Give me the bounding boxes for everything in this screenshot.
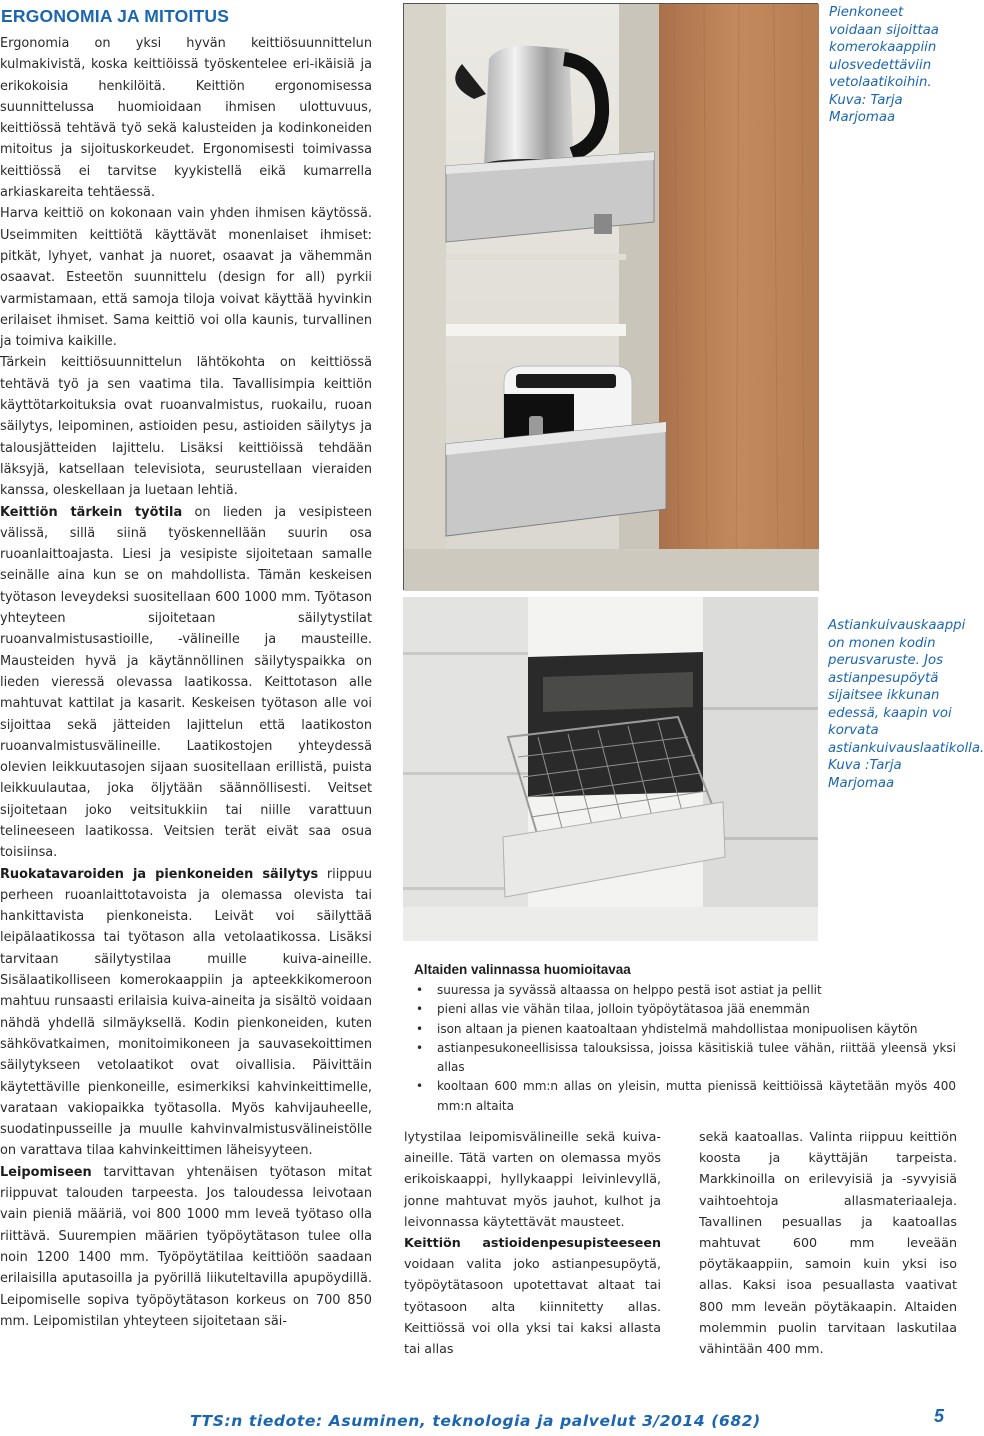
photo-caption-kettle: Pienkoneet voidaan sijoittaa komerokaappiin ulosvedettäviin vetolaatikoihin. Kuva: Tarja Marjomaa <box>829 5 939 125</box>
paragraph-text: sekä kaatoallas. Valinta riippuu keittiön koosta ja käyttäjän tarpeista. Markkinoilla on erilevyisiä ja -syvyisiä vaihtoehtoja allasmateriaaleja. Tavallinen pesuallas ja kaatoallas mahtuvat 600 mm leveään pöytäkaappiin, samoin kuin yksi iso allas. Kaksi isoa pesuallasta vaativat 800 mm leveän pöytäkaapin. Altaiden molemmin puolin tarvitaan laskutilaa vähintään 400 mm. <box>699 1129 957 1357</box>
paragraph <box>0 33 372 203</box>
list-item-text: ison altaan ja pienen kaatoaltaan yhdistelmä mahdollistaa monipuolisen käytön <box>437 1021 918 1036</box>
kettle-toaster-drawer-photo <box>403 3 818 590</box>
list-item <box>404 1077 956 1116</box>
page-number: 5 <box>934 1406 945 1426</box>
list-item-text: kooltaan 600 mm:n allas on yleisin, mutta pienissä keittiöissä käytetään myös 400 mm:n altaita <box>437 1079 956 1113</box>
paragraph-lead: Keittiön tärkein työtila <box>0 504 183 520</box>
paragraph-text: Harva keittiö on kokonaan vain yhden ihmisen käytössä. Useimmiten keittiötä käyttävät monenlaiset ihmiset: pitkät, lyhyet, vanhat ja nuoret, osaavat ja vähemmän osaavat. Esteetön suunnittelu (design for all) pyrkii varmistamaan, että samoja tiloja voivat käyttää hyvinkin erilaiset ihmiset. Sama keittiö voi olla kaunis, turvallinen ja toimiva kaikille. <box>0 206 372 350</box>
paragraph <box>0 502 372 864</box>
paragraph-lead: Leipomiseen <box>0 1164 92 1180</box>
list-item <box>404 1039 956 1078</box>
paragraph <box>0 352 372 501</box>
paragraph-lead: Keittiön astioidenpesupisteeseen <box>404 1235 661 1251</box>
paragraph <box>0 203 372 352</box>
bullet-icon: • <box>416 983 424 997</box>
right-column <box>699 1126 957 1359</box>
list-item <box>404 1020 956 1039</box>
paragraph-text: lytystilaa leipomisvälineille sekä kuiva-aineille. Tätä varten on olemassa myös erikoiskaappi, hyllykaappi leivinlevyllä, jonne mahtuvat myös jauhot, kulhot ja leivonnassa käytettävät mausteet. <box>404 1129 661 1229</box>
paragraph-text: tarvittavan yhtenäisen työtason mitat riippuvat talouden tarpeesta. Jos taloudessa leivotaan vain pieniä määriä, voi 800 1000 mm leveä työtaso olla riittävä. Suurempien määrien työpöytätason tulee olla noin 1200 1400 mm. Työpöytätilaa keittiöön saadaan erilaisilla aputasoilla ja pyörillä liikuteltavilla apupöydillä. Leipomiselle sopiva työpöytätason korkeus on 700 850 mm. Leipomistilan yhteyteen sijoitetaan säi- <box>0 1164 372 1329</box>
paragraph-text: on lieden ja vesipisteen välissä, sillä siinä työskennellään suurin osa ruoanlaittoajasta. Liesi ja vesipiste sijoitetaan samalle seinälle aina kun se on mahdollista. Tämän keskeisen työtason leveydeksi suositellaan 600 1000 mm. Työtason yhteyteen sijoitetaan säilytystilat ruoanvalmistusastioille, -välineille ja mausteille. Mausteiden hyvä ja käytännöllinen säilytyspaikka on lieden vieressä olevassa laatikossa. Keittotason alle mahtuvat kattilat ja kasarit. Keskeisen työtason alle voi sijoittaa sekä jätteiden lajittelun että laatikoston ruoanvalmistusvälineille. Laatikostojen yhteydessä olevien leikkuutasojen sijaan suositellaan erillistä, puista leikkuulautaa, joka öljytään säännöllisesti. Veitset sijoitetaan joko veitsitukkiin tai niille varattuun telineeseen laatikossa. Veitsien terät eivät saa osua toisiinsa. <box>0 504 372 861</box>
bullet-icon: • <box>416 1040 424 1055</box>
paragraph-text: Tärkein keittiösuunnittelun lähtökohta on keittiössä tehtävä työ ja sen vaatima tila. Tavallisimpia keittiön käyttötarkoituksia ovat ruoanvalmistus, ruokailu, ruoan säilytys, leipominen, astioiden pesu, astioiden säilytys ja talousjätteiden lajittelu. Lisäksi keittiöissä tehdään läksyjä, katsellaan televisiota, seurustellaan vieraiden kanssa, oleskellaan ja luetaan lehtiä. <box>0 355 372 499</box>
list-item-text: pieni allas vie vähän tilaa, jolloin työpöytätasoa jää enemmän <box>437 1002 810 1017</box>
bullet-icon: • <box>416 1021 424 1036</box>
list-item <box>404 981 956 1000</box>
left-paragraphs <box>0 33 372 1332</box>
left-column <box>0 0 372 1332</box>
paragraph <box>0 1162 372 1332</box>
dish-drying-basket-photo <box>403 597 818 941</box>
paragraph <box>699 1126 957 1359</box>
paragraph-text: riippuu perheen ruoanlaittotavoista ja olemassa olevista tai hankittavista pienkoneista. Leivät voi säilyttää leipälaatikossa tai työtason alla vetolaatikossa. Lisäksi tarvitaan säilytystilaa muille kuiva-aineille. Sisälaatikolliseen komerokaappiin ja apteekkikomeroon mahtuu runsaasti erilaisia kuiva-aineita ja sisältö voidaan nähdä yhdellä silmäyksellä. Kodin pienkoneiden, kuten sähkövatkaimen, monitoimikoneen ja sauvasekoittimen säilytykseen vetolaatikot ovat oivallisia. Päivittäin käytettäville pienkoneille, esimerkiksi kahvinkeittimelle, varataan vakiopaikka työtasolla. Myös kahvijauheelle, suodatinpusseille ja muulle kahvinvalmistusvälineistölle on varattava tilaa kahvinkeittimen läheisyyteen. <box>0 866 372 1159</box>
list-item-text: astianpesukoneellisissa talouksissa, joissa käsitiskiä tulee vähän, riittää yleensä yksi allas <box>437 1040 956 1075</box>
bullet-icon: • <box>416 1079 424 1094</box>
footer-publication-title: TTS:n tiedote: Asuminen, teknologia ja palvelut 3/2014 (682) <box>190 1412 761 1430</box>
bullet-icon: • <box>416 1002 424 1017</box>
paragraph <box>0 864 372 1162</box>
sink-box-title: Altaiden valinnassa huomioitavaa <box>414 962 631 977</box>
drawer-illustration <box>404 4 819 591</box>
basket-illustration <box>403 597 818 941</box>
paragraph-lead: Ruokatavaroiden ja pienkoneiden säilytys <box>0 866 319 882</box>
paragraph-text: voidaan valita joko astianpesupöytä, työpöytätasoon upotettavat altaat tai työtasoon alta kiinnitetty allas. Keittiössä voi olla yksi tai kaksi allasta tai allas <box>404 1256 661 1357</box>
list-item-text: suuressa ja syvässä altaassa on helppo pestä isot astiat ja pellit <box>437 983 822 997</box>
sink-selection-box <box>404 962 956 1116</box>
section-heading: ERGONOMIA JA MITOITUS <box>1 6 230 26</box>
photo-caption-basket: Astiankuivauskaappi on monen kodin perusvaruste. Jos astianpesupöytä sijaitsee ikkunan edessä, kaapin voi korvata astiankuivauslaatikolla. Kuva :Tarja Marjomaa <box>828 618 984 791</box>
sink-box-list <box>404 981 956 1116</box>
list-item <box>404 1000 956 1019</box>
middle-column <box>404 1126 661 1359</box>
paragraph-text: Ergonomia on yksi hyvän keittiösuunnittelun kulmakivistä, koska keittiöissä työskentelee eri-ikäisiä ja erikokoisia henkilöitä. Keittiön ergonomisessa suunnittelussa huomioidaan ihmisen ulottuvuus, keittiössä tehtävä työ sekä kalusteiden ja kodinkoneiden mitoitus ja sijoituskorkeudet. Ergonomisesti toimivassa keittiössä ei tarvitse kyykistellä eikä kumarrella arkiaskareita tehtäessä. <box>0 36 372 201</box>
paragraph <box>404 1232 661 1359</box>
paragraph <box>404 1126 661 1232</box>
page-footer <box>0 1396 960 1436</box>
